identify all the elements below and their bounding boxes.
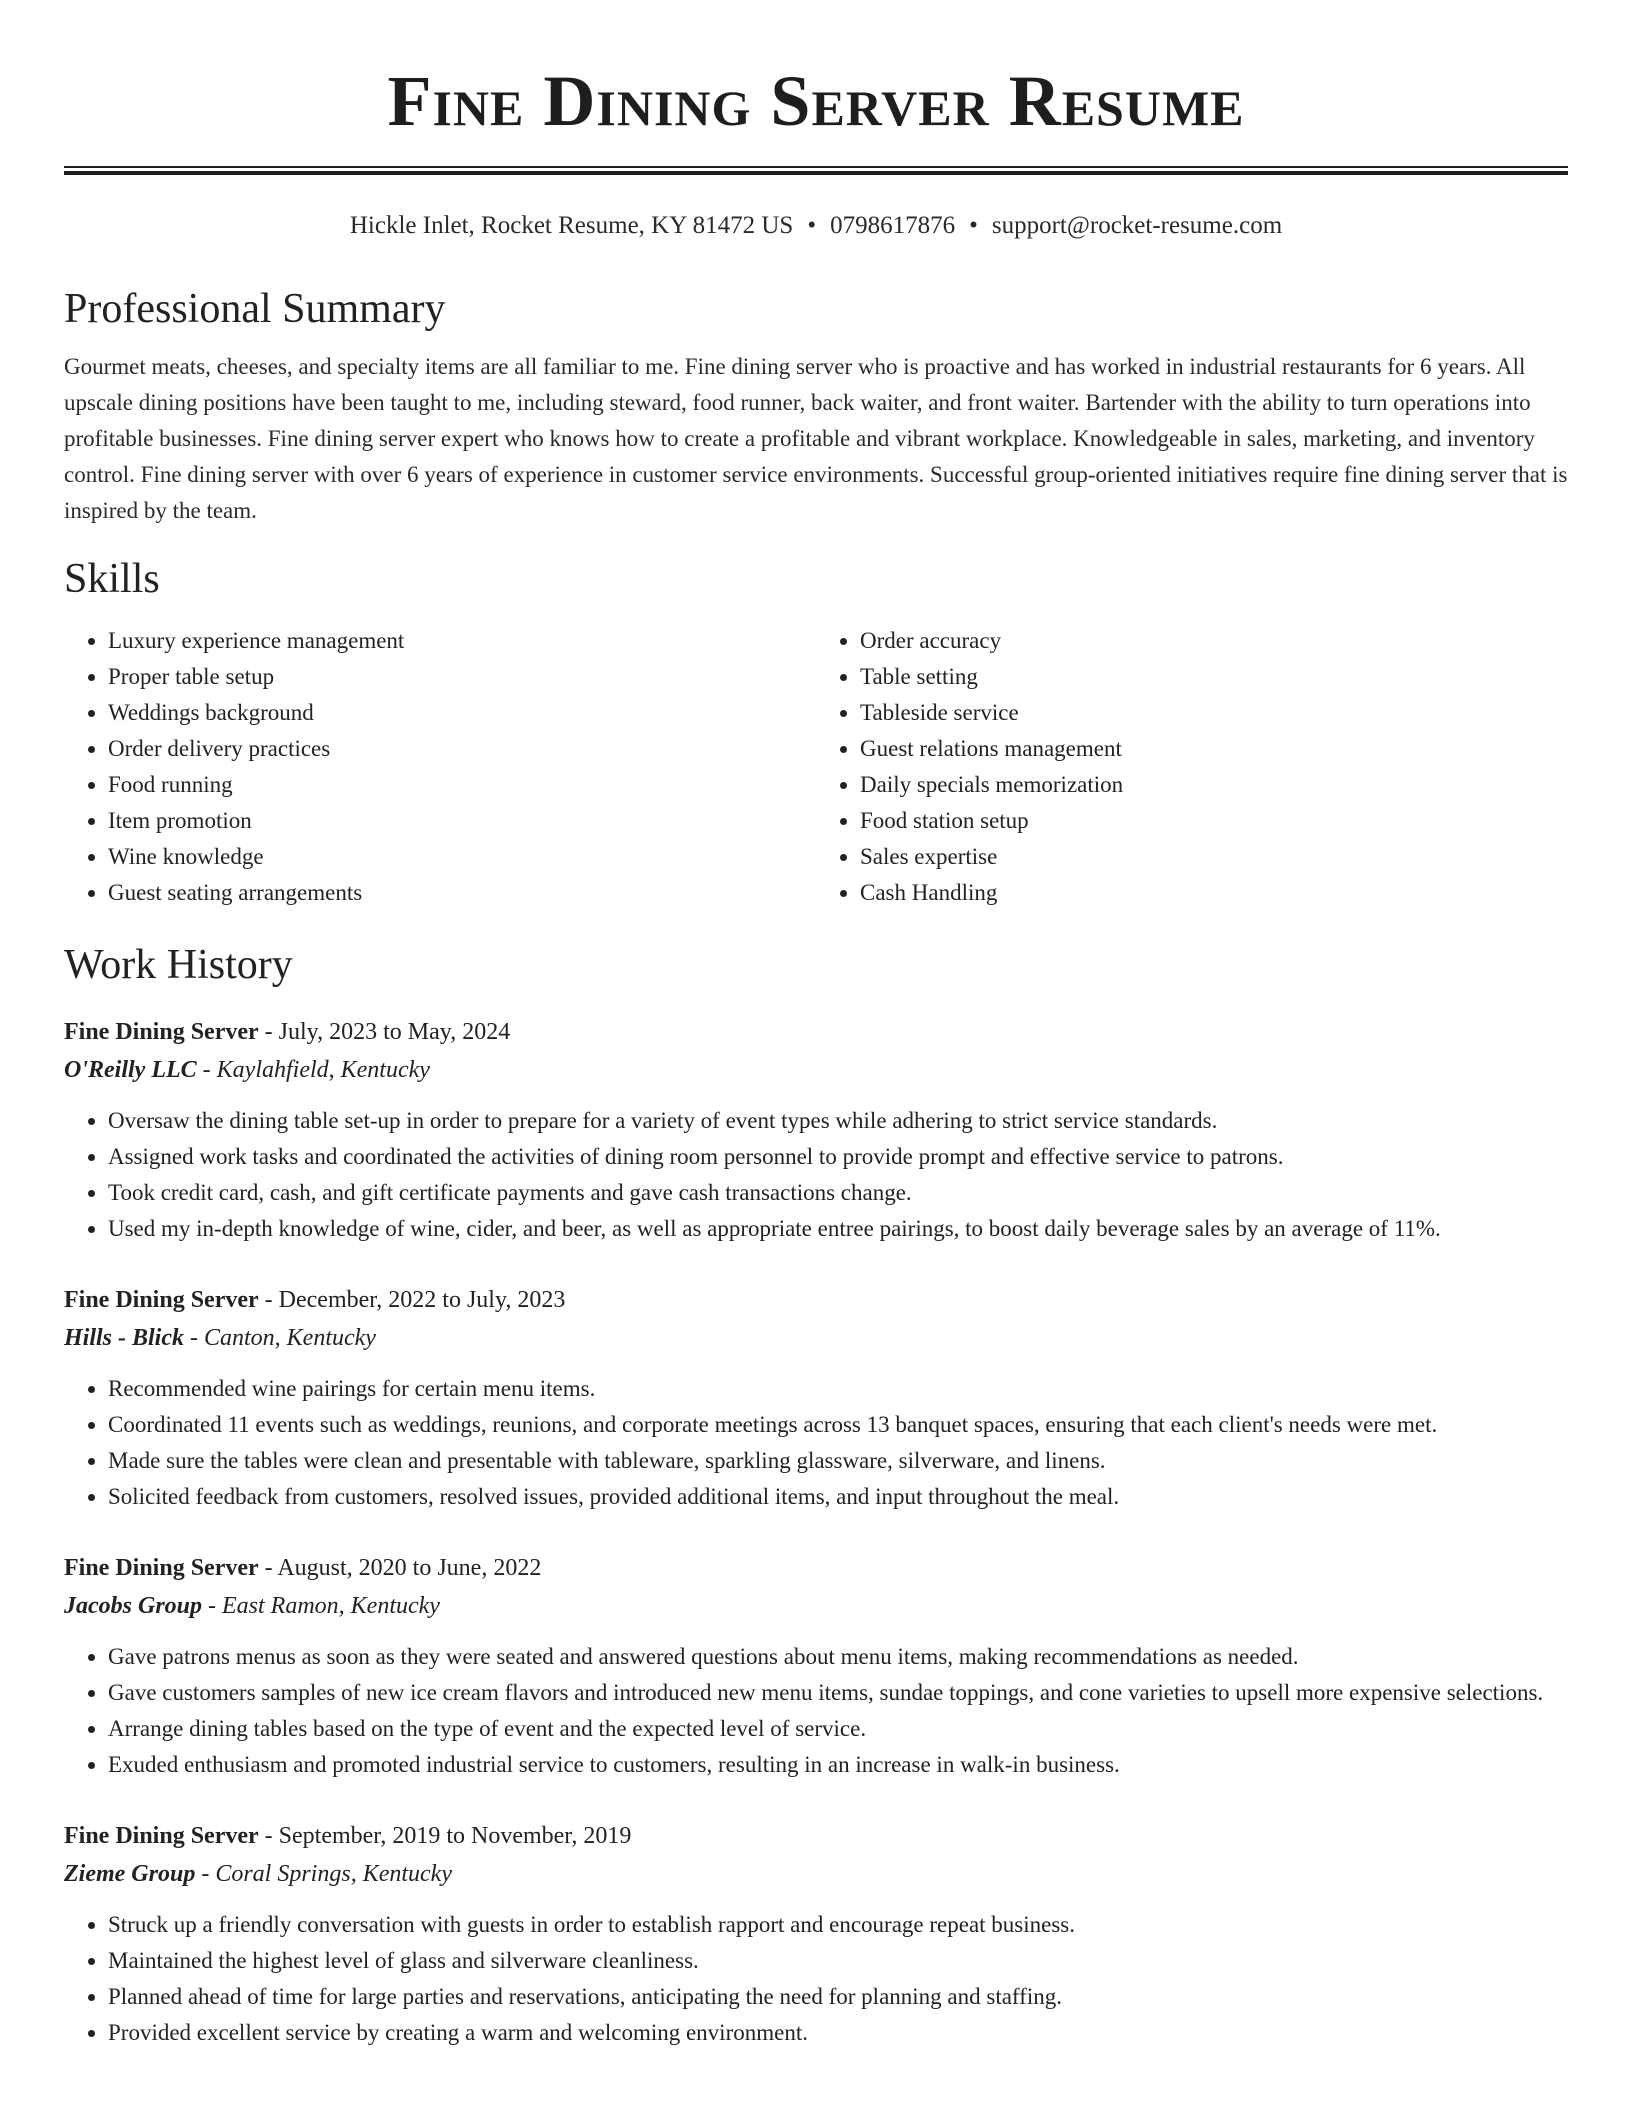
skill-item: • Tableside service (860, 695, 1568, 731)
job-role: Fine Dining Server (64, 1287, 259, 1313)
skill-item: • Luxury experience management (108, 623, 816, 659)
skill-item: • Order delivery practices (108, 731, 816, 767)
work-history-heading: Work History (64, 942, 293, 988)
job-title-line (64, 1549, 1568, 1587)
job-dash: - (258, 1555, 278, 1581)
skill-item: • Order accuracy (860, 623, 1568, 659)
skill-item: • Weddings background (108, 695, 816, 731)
job-dates: December, 2022 to July, 2023 (278, 1287, 566, 1313)
job-bullets (64, 1371, 1568, 1515)
skill-item: • Table setting (860, 659, 1568, 695)
skills-list-left (64, 623, 816, 911)
job-dash: - (202, 1593, 223, 1619)
job-company: Zieme Group (64, 1861, 196, 1887)
job-bullet: • Provided excellent service by creating a warm and welcoming environment. (108, 2015, 1568, 2051)
job-bullet: • Exuded enthusiasm and promoted industrial service to customers, resulting in an increase in walk-in business. (108, 1747, 1568, 1783)
skill-item: • Guest relations management (860, 731, 1568, 767)
contact-email: support@rocket-resume.com (991, 212, 1283, 239)
job-entry (64, 1817, 1568, 2051)
job-company: Jacobs Group (64, 1593, 203, 1619)
job-entry (64, 1281, 1568, 1515)
job-company-line (64, 1855, 1568, 1893)
skill-item: • Proper table setup (108, 659, 816, 695)
job-company-line (64, 1319, 1568, 1357)
job-bullet: • Struck up a friendly conversation with guests in order to establish rapport and encourage repeat business. (108, 1907, 1568, 1943)
job-entry (64, 1549, 1568, 1783)
skill-item: • Food running (108, 767, 816, 803)
skill-item: • Wine knowledge (108, 839, 816, 875)
skill-item: • Food station setup (860, 803, 1568, 839)
job-bullet: • Gave patrons menus as soon as they were seated and answered questions about menu items, making recommendations as needed. (108, 1639, 1568, 1675)
job-title-line (64, 1013, 1568, 1051)
job-dash: - (258, 1019, 279, 1045)
resume-title: Fine Dining Server Resume (387, 61, 1245, 141)
skills-heading: Skills (64, 556, 160, 602)
job-role: Fine Dining Server (64, 1019, 259, 1045)
job-company-line (64, 1051, 1568, 1089)
job-bullet: • Maintained the highest level of glass and silverware cleanliness. (108, 1943, 1568, 1979)
skill-item: • Sales expertise (860, 839, 1568, 875)
skill-item: • Daily specials memorization (860, 767, 1568, 803)
job-location: Coral Springs, Kentucky (215, 1861, 452, 1887)
job-bullet: • Gave customers samples of new ice cream flavors and introduced new menu items, sundae toppings, and cone varieties to upsell more expensive selections. (108, 1675, 1568, 1711)
skill-item: • Cash Handling (860, 875, 1568, 911)
summary-text: Gourmet meats, cheeses, and specialty items are all familiar to me. Fine dining server who is proactive and has worked in industrial restaurants for 6 years. All upscale dining positions have been taught to me, including steward, food runner, back waiter, and front waiter. Bartender with the ability to turn operations into profitable businesses. Fine dining server expert who knows how to create a profitable and vibrant workplace. Knowledgeable in sales, marketing, and inventory control. Fine dining server with over 6 years of experience in customer service environments. Successful group-oriented initiatives require fine dining server that is inspired by the team. (64, 354, 1568, 523)
job-bullet: • Took credit card, cash, and gift certificate payments and gave cash transactions change. (108, 1175, 1568, 1211)
job-bullet: • Oversaw the dining table set-up in order to prepare for a variety of event types while adhering to strict service standards. (108, 1103, 1568, 1139)
job-bullet: • Coordinated 11 events such as weddings, reunions, and corporate meetings across 13 banquet spaces, ensuring that each client's needs were met. (108, 1407, 1568, 1443)
contact-phone: 0798617876 (830, 212, 956, 239)
job-bullet: • Arrange dining tables based on the type of event and the expected level of service. (108, 1711, 1568, 1747)
job-dates: July, 2023 to May, 2024 (278, 1019, 511, 1045)
contact-separator: • (969, 212, 978, 239)
job-bullets (64, 1907, 1568, 2051)
job-dash: - (195, 1861, 216, 1887)
job-role: Fine Dining Server (64, 1823, 259, 1849)
skills-list-right (816, 623, 1568, 911)
job-location: Kaylahfield, Kentucky (216, 1057, 430, 1083)
job-dash: - (258, 1823, 279, 1849)
job-role: Fine Dining Server (64, 1555, 259, 1581)
job-dates: August, 2020 to June, 2022 (277, 1555, 542, 1581)
contact-line (64, 209, 1568, 243)
job-company: Hills - Blick (64, 1325, 184, 1351)
job-dash: - (258, 1287, 279, 1313)
job-bullets (64, 1639, 1568, 1783)
contact-separator: • (807, 212, 817, 239)
summary-heading: Professional Summary (64, 286, 446, 332)
skills-columns (64, 623, 1568, 911)
job-title-line (64, 1817, 1568, 1855)
job-entry (64, 1013, 1568, 1247)
job-bullet: • Solicited feedback from customers, resolved issues, provided additional items, and input throughout the meal. (108, 1479, 1568, 1515)
job-location: Canton, Kentucky (204, 1325, 376, 1351)
job-bullet: • Assigned work tasks and coordinated the activities of dining room personnel to provide prompt and effective service to patrons. (108, 1139, 1568, 1175)
job-dash: - (196, 1057, 217, 1083)
job-dates: September, 2019 to November, 2019 (278, 1823, 632, 1849)
job-company-line (64, 1587, 1568, 1625)
job-bullet: • Made sure the tables were clean and presentable with tableware, sparkling glassware, silverware, and linens. (108, 1443, 1568, 1479)
job-title-line (64, 1281, 1568, 1319)
job-company: O'Reilly LLC (64, 1057, 197, 1083)
skill-item: • Item promotion (108, 803, 816, 839)
title-double-rule (64, 166, 1568, 175)
job-bullet: • Planned ahead of time for large parties and reservations, anticipating the need for planning and staffing. (108, 1979, 1568, 2015)
contact-address: Hickle Inlet, Rocket Resume, KY 81472 US (349, 212, 794, 239)
job-bullet: • Used my in-depth knowledge of wine, cider, and beer, as well as appropriate entree pairings, to boost daily beverage sales by an average of 11%. (108, 1211, 1568, 1247)
job-location: East Ramon, Kentucky (222, 1593, 440, 1619)
skill-item: • Guest seating arrangements (108, 875, 816, 911)
job-bullets (64, 1103, 1568, 1247)
job-bullet: • Recommended wine pairings for certain menu items. (108, 1371, 1568, 1407)
job-dash: - (184, 1325, 204, 1351)
